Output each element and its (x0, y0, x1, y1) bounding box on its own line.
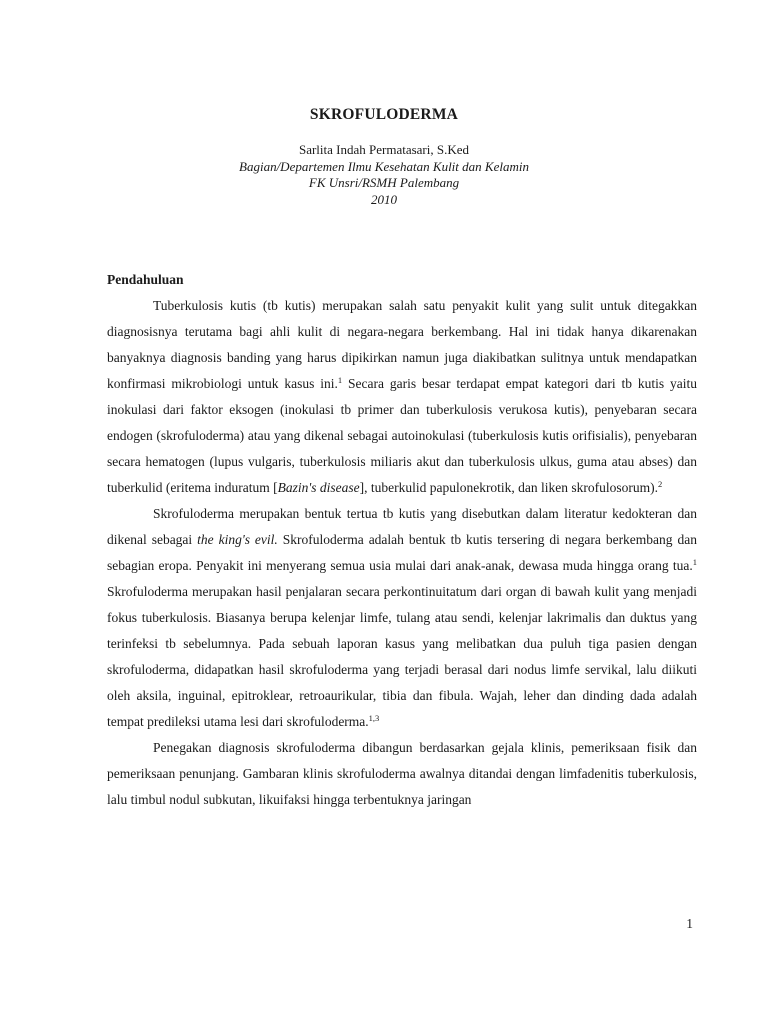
paragraph-2-text-b: Skrofuloderma adalah bentuk tb kutis tersering di negara berkembang dan sebagian eropa. Penyakit ini menyerang semua usia mulai dari anak-anak, dewasa muda hingga orang tua. (107, 532, 697, 573)
paragraph-1-italic: Bazin's disease (277, 480, 360, 495)
department-name: Bagian/Departemen Ilmu Kesehatan Kulit dan Kelamin (239, 158, 529, 174)
paragraph-3 (107, 735, 697, 813)
publication-year: 2010 (371, 191, 397, 207)
paragraph-3-text-a: Penegakan diagnosis skrofuloderma dibangun berdasarkan gejala klinis, pemeriksaan fisik dan pemeriksaan penunjang. Gambaran klinis skrofuloderma awalnya ditandai dengan limfadenitis tuberkulosis, lalu timbul nodul subkutan, likuifaksi hingga terbentuknya jaringan (107, 740, 697, 807)
paragraph-1-text-b: Secara garis besar terdapat empat kategori dari tb kutis yaitu inokulasi dari faktor eksogen (inokulasi tb primer dan tuberkulosis verukosa kutis), penyebaran secara endogen (skrofuloderma) atau yang dikenal sebagai autoinokulasi (tuberkulosis kutis orifisialis), penyebaran secara hematogen (lupus vulgaris, tuberkulosis miliaris akut dan tuberkulosis ulkus, guma atau abses) dan tuberkulid (eritema induratum [ (107, 376, 697, 495)
citation-ref: 1 (692, 557, 697, 567)
citation-ref: 2 (658, 479, 663, 489)
paragraph-2-italic: the king's evil. (197, 532, 278, 547)
paragraph-1-text-c: ], tuberkulid papulonekrotik, dan liken skrofulosorum). (359, 480, 659, 495)
body-text (107, 293, 697, 813)
page-number: 1 (686, 916, 693, 931)
paragraph-1-text-a: Tuberkulosis kutis (tb kutis) merupakan salah satu penyakit kulit yang sulit untuk ditegakkan diagnosisnya terutama bagi ahli kulit di negara-negara berkembang. Hal ini tidak hanya dikarenakan banyaknya diagnosis banding yang harus dipikirkan namun juga diakibatkan sulitnya untuk mendapatkan konfirmasi mikrobiologi untuk kasus ini. (107, 298, 697, 391)
paragraph-1 (107, 293, 697, 501)
author-block (0, 142, 768, 208)
document-title: SKROFULODERMA (309, 106, 459, 123)
paragraph-2 (107, 501, 697, 735)
section-heading: Pendahuluan (107, 272, 184, 287)
paragraph-2-text-a: Skrofuloderma merupakan bentuk tertua tb kutis yang disebutkan dalam literatur kedokteran dan dikenal sebagai (107, 506, 697, 547)
paragraph-2-text-c: Skrofuloderma merupakan hasil penjalaran secara perkontinuitatum dari organ di bawah kulit yang menjadi fokus tuberkulosis. Biasanya berupa kelenjar limfe, tulang atau sendi, kelenjar lakrimalis dan duktus yang terinfeksi tb sebelumnya. Pada sebuah laporan kasus yang melibatkan dua puluh tiga pasien dengan skrofuloderma, didapatkan hasil skrofuloderma yang terjadi berasal dari nodus limfe servikal, lalu diikuti oleh aksila, inguinal, epitroklear, retroaurikular, tibia dan fibula. Wajah, leher dan dinding dada adalah tempat predileksi utama lesi dari skrofuloderma. (107, 584, 697, 729)
citation-ref: 1 (337, 375, 343, 385)
citation-ref: 1,3 (368, 713, 380, 723)
institution-name: FK Unsri/RSMH Palembang (308, 175, 460, 190)
author-name: Sarlita Indah Permatasari, S.Ked (298, 142, 470, 157)
